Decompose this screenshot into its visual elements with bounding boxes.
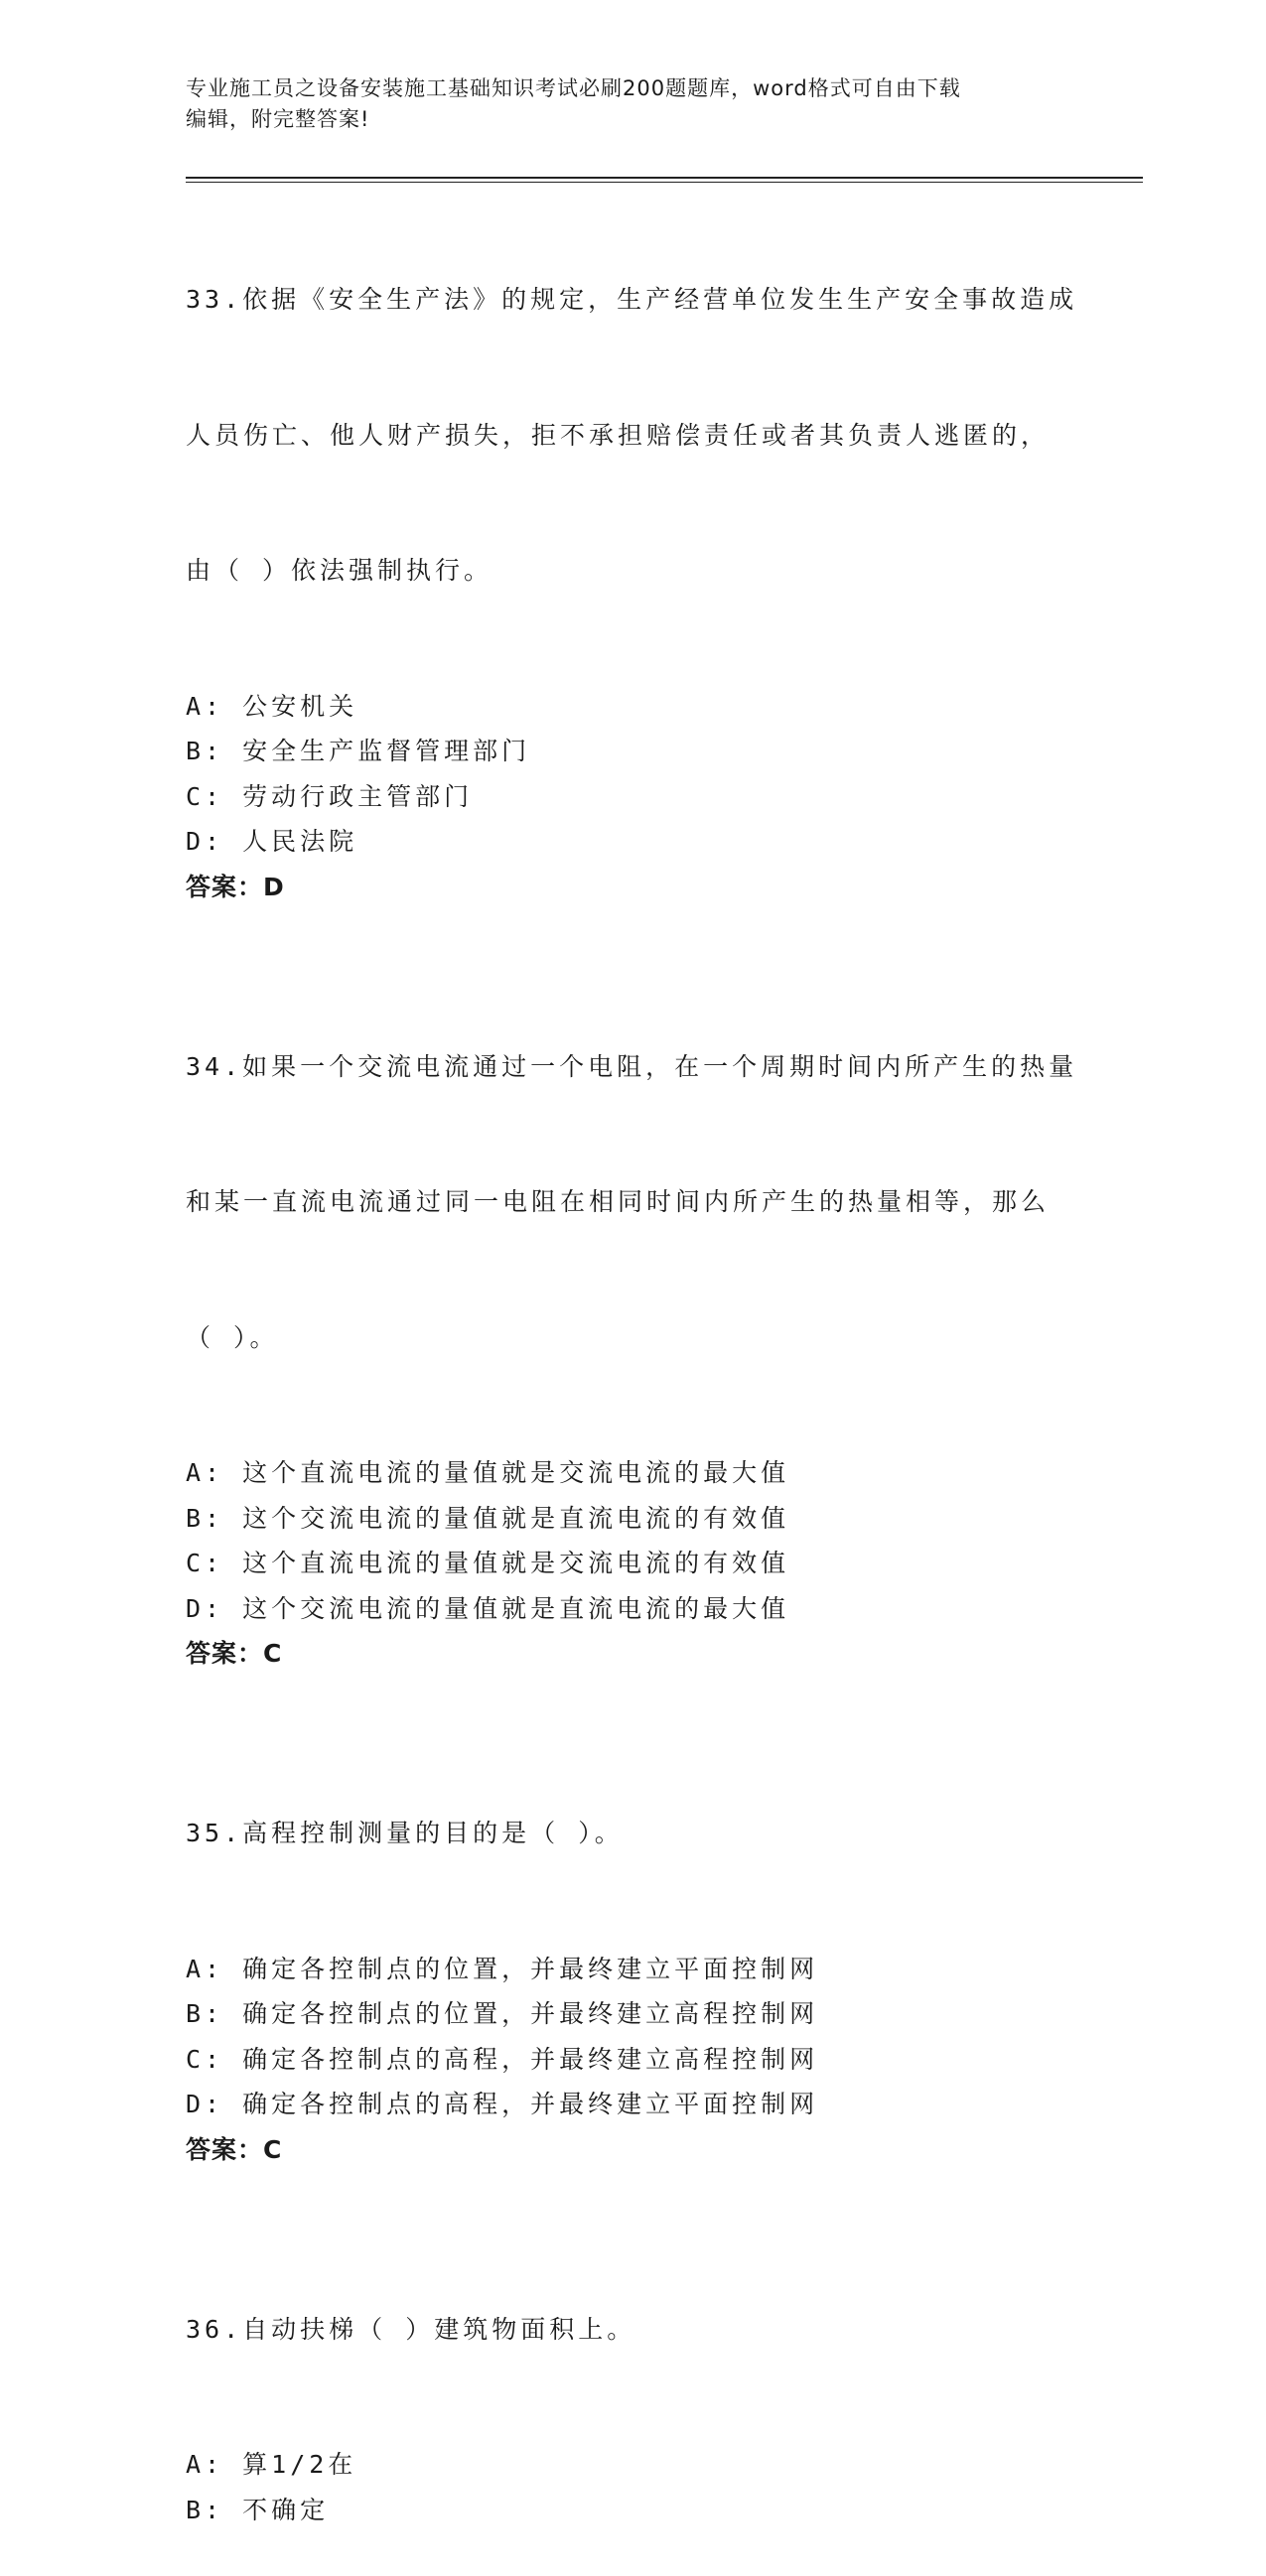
question-36: [186, 2217, 1079, 2533]
question-stem: [186, 1720, 1079, 1947]
answer-label: 答案：D: [186, 872, 285, 901]
option-c: C: 确定各控制点的高程，并最终建立高程控制网: [186, 2044, 819, 2074]
option-b: B: 这个交流电流的量值就是直流电流的有效值: [186, 1503, 790, 1533]
answer-label: 答案：C: [186, 2134, 283, 2164]
stem-line: 由（ ）依法强制执行。: [186, 556, 493, 585]
question-33: [186, 187, 1079, 910]
question-stem: [186, 187, 1079, 684]
question-stem: [186, 2217, 1079, 2443]
option-d: D: 这个交流电流的量值就是直流电流的最大值: [186, 1593, 790, 1623]
stem-line: （ ）。: [186, 1322, 279, 1352]
stem-line: 和某一直流电流通过同一电阻在相同时间内所产生的热量相等，那么: [186, 1187, 1051, 1216]
question-list: [186, 187, 1079, 2576]
option-a: A: 算1/2在: [186, 2450, 357, 2479]
option-d: D: 确定各控制点的高程，并最终建立平面控制网: [186, 2090, 819, 2118]
header-divider-thin: [186, 182, 1143, 183]
question-34: [186, 954, 1079, 1678]
header-line-1: 专业施工员之设备安装施工基础知识考试必刷200题题库，word格式可自由下载: [186, 76, 961, 100]
answer-label: 答案：C: [186, 1639, 283, 1668]
header-line-2: 编辑，附完整答案!: [186, 107, 370, 131]
option-b: B: 安全生产监督管理部门: [186, 737, 531, 765]
option-d: D: 人民法院: [186, 827, 358, 856]
question-stem: [186, 954, 1079, 1451]
option-a: A: 确定各控制点的位置，并最终建立平面控制网: [186, 1954, 819, 1983]
option-b: B: 确定各控制点的位置，并最终建立高程控制网: [186, 1999, 819, 2028]
stem-line: 34.如果一个交流电流通过一个电阻，在一个周期时间内所产生的热量: [186, 1051, 1078, 1081]
option-a: A: 这个直流电流的量值就是交流电流的最大值: [186, 1458, 790, 1487]
stem-line: 36.自动扶梯（ ）建筑物面积上。: [186, 2314, 636, 2344]
document-header: [186, 73, 1059, 135]
option-c: C: 这个直流电流的量值就是交流电流的有效值: [186, 1549, 790, 1577]
stem-line: 人员伤亡、他人财产损失，拒不承担赔偿责任或者其负责人逃匿的，: [186, 420, 1051, 450]
option-b: B: 不确定: [186, 2495, 330, 2524]
stem-line: 35.高程控制测量的目的是（ ）。: [186, 1819, 624, 1847]
option-a: A: 公安机关: [186, 691, 358, 721]
option-c: C: 劳动行政主管部门: [186, 781, 474, 811]
stem-line: 33.依据《安全生产法》的规定，生产经营单位发生生产安全事故造成: [186, 285, 1078, 314]
question-35: [186, 1720, 1079, 2173]
header-divider-thick: [186, 177, 1143, 179]
